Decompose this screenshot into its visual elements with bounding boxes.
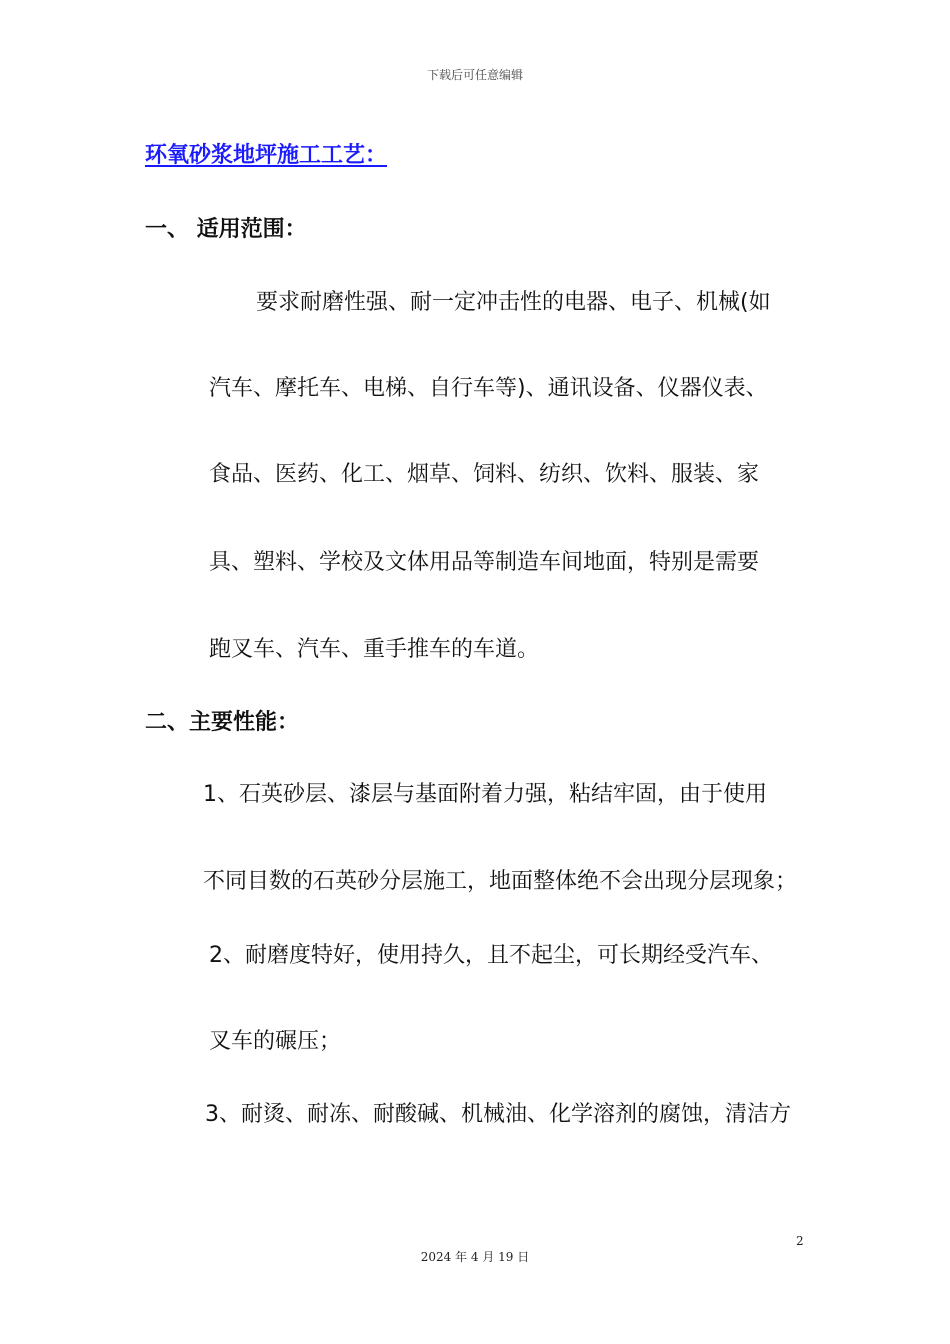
section-1-line: 食品、医药、化工、烟草、饲料、纺织、饮料、服装、家 <box>209 462 760 487</box>
section-1-line: 要求耐磨性强、耐一定冲击性的电器、电子、机械(如 <box>256 290 771 315</box>
section-2-line: 2、耐磨度特好，使用持久，且不起尘，可长期经受汽车、 <box>209 943 773 968</box>
section-2-line: 叉车的碾压； <box>209 1029 342 1054</box>
section-1-line: 跑叉车、汽车、重手推车的车道。 <box>209 637 540 662</box>
section-2-heading: 二、主要性能： <box>145 710 300 735</box>
section-1-line: 汽车、摩托车、电梯、自行车等)、通讯设备、仪器仪表、 <box>209 376 768 401</box>
document-title-link[interactable]: 环氧砂浆地坪施工工艺： <box>145 143 388 168</box>
footer-date: 2024 年 4 月 19 日 <box>420 1250 530 1264</box>
section-2-line: 不同目数的石英砂分层施工，地面整体绝不会出现分层现象； <box>203 869 798 894</box>
section-2-line: 1、石英砂层、漆层与基面附着力强，粘结牢固，由于使用 <box>203 782 767 807</box>
header-note: 下载后可任意编辑 <box>426 68 523 82</box>
section-2-line: 3、耐烫、耐冻、耐酸碱、机械油、化学溶剂的腐蚀，清洁方 <box>205 1102 791 1127</box>
section-1-heading: 一、 适用范围： <box>145 217 307 242</box>
section-1-line: 具、塑料、学校及文体用品等制造车间地面，特别是需要 <box>209 550 760 575</box>
page-number: 2 <box>796 1234 804 1248</box>
